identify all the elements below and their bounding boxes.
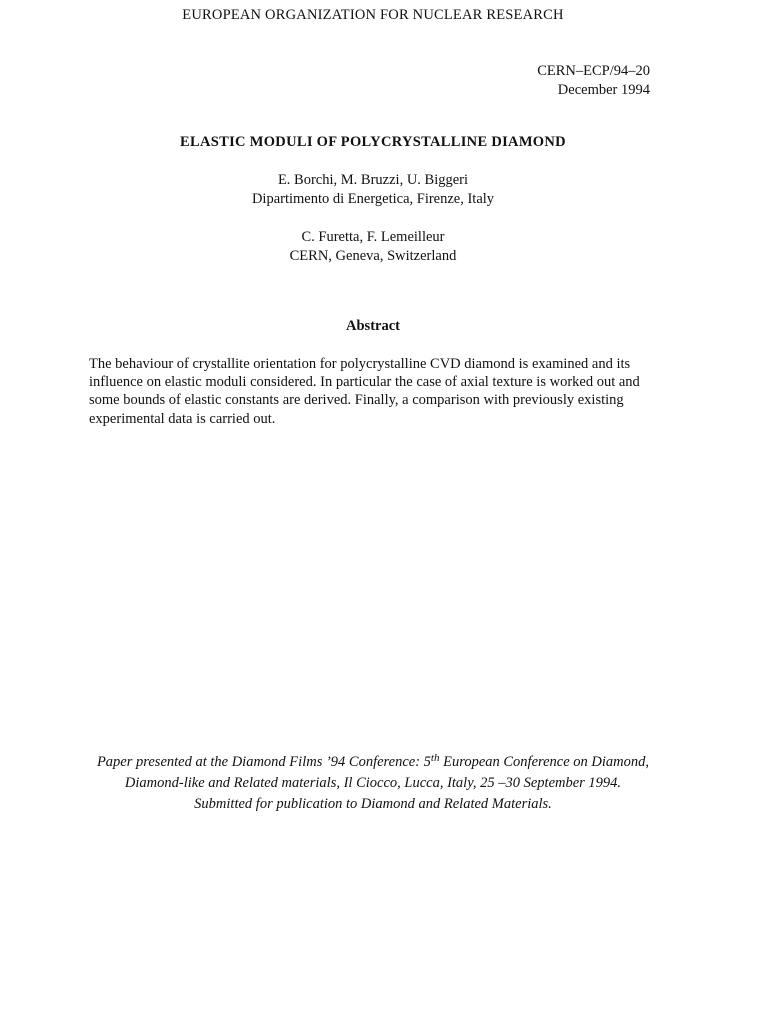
report-number: CERN–ECP/94–20 bbox=[537, 63, 650, 79]
report-date: December 1994 bbox=[557, 82, 650, 98]
presentation-prefix: Paper presented at the Diamond Films ’94 Conference: 5 bbox=[96, 754, 431, 770]
submission-statement: Submitted for publication to Diamond and Related Materials. bbox=[194, 796, 552, 812]
paper-title: ELASTIC MODULI OF POLYCRYSTALLINE DIAMOND bbox=[180, 134, 566, 150]
author-group-1 bbox=[0, 171, 746, 209]
presentation-statement bbox=[96, 752, 650, 794]
abstract-heading: Abstract bbox=[346, 318, 400, 334]
presentation-suffix: European Conference on Diamond, Diamond-like and Related materials, Il Ciocco, Lucca, Italy, 25 –30 September 1994. bbox=[124, 754, 650, 791]
author-affiliation: CERN, Geneva, Switzerland bbox=[289, 248, 457, 264]
conference-note bbox=[96, 752, 650, 815]
abstract-body: The behaviour of crystallite orientation for polycrystalline CVD diamond is examined and its influence on elastic moduli considered. In particular the case of axial texture is worked out and some bounds of elastic constants are derived. Finally, a comparison with previously existing experimental data is carried out. bbox=[89, 356, 640, 427]
author-names: C. Furetta, F. Lemeilleur bbox=[301, 229, 445, 245]
author-names: E. Borchi, M. Bruzzi, U. Biggeri bbox=[277, 172, 469, 188]
organization-header: EUROPEAN ORGANIZATION FOR NUCLEAR RESEARCH bbox=[182, 7, 564, 23]
author-affiliation: Dipartimento di Energetica, Firenze, Italy bbox=[251, 191, 495, 207]
author-group-2 bbox=[0, 228, 746, 266]
report-info bbox=[537, 62, 650, 100]
ordinal-suffix: th bbox=[430, 752, 440, 764]
